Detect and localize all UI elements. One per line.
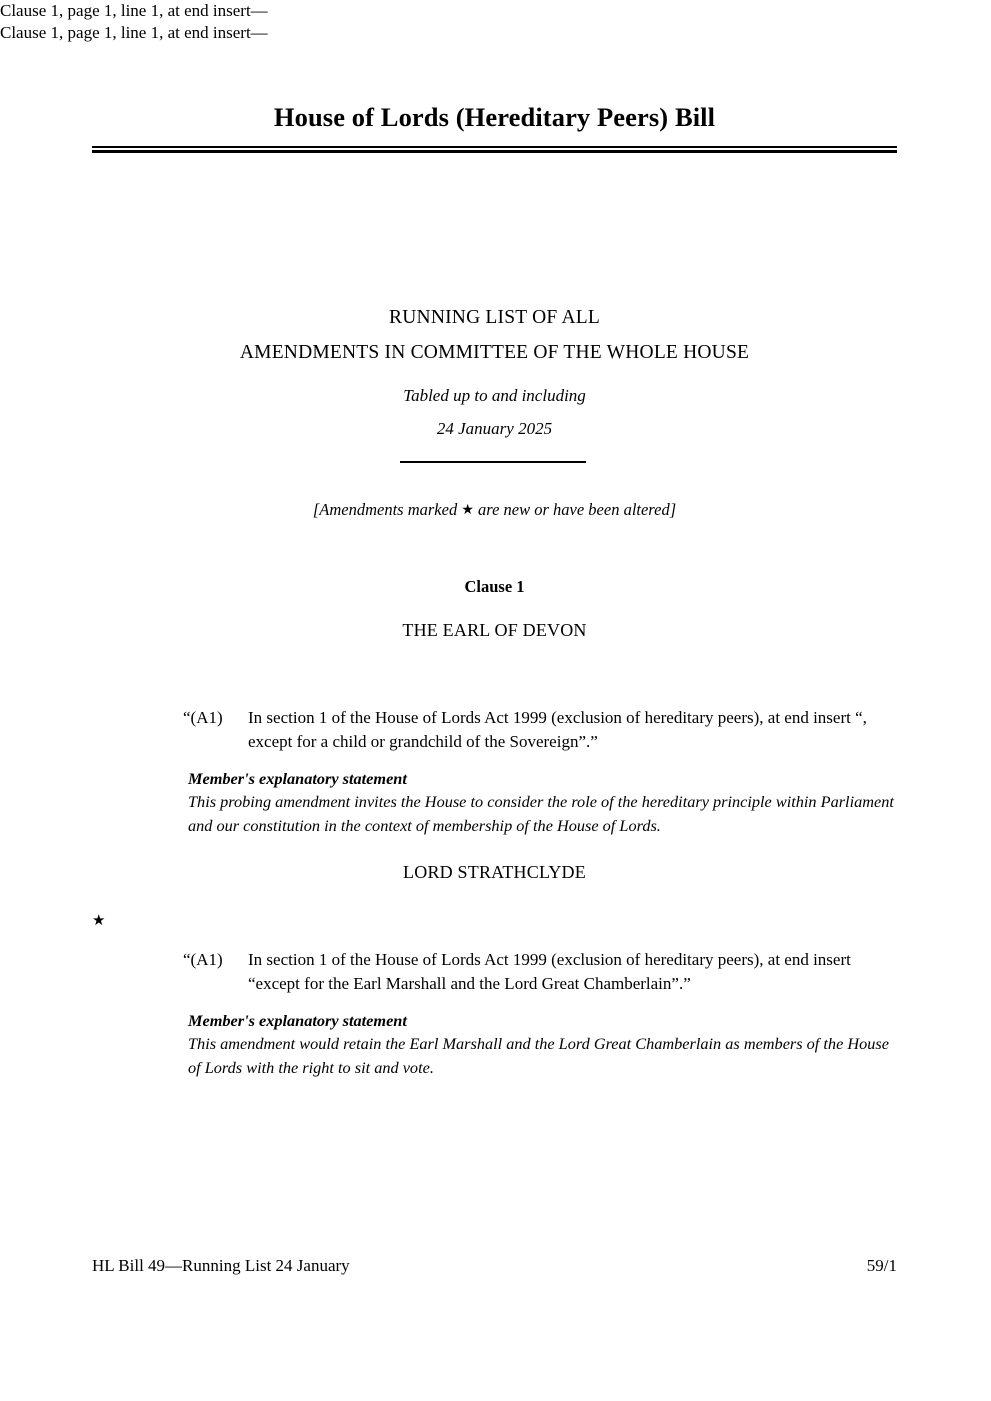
page-footer bbox=[92, 1256, 897, 1276]
explanatory-statement-title: Member's explanatory statement bbox=[188, 1011, 407, 1030]
footer-page-number: 59/1 bbox=[866, 1256, 897, 1275]
member-name-lord-strathclyde: LORD STRATHCLYDE bbox=[403, 862, 586, 882]
section-divider-rule bbox=[400, 461, 586, 463]
explanatory-statement-text: This amendment would retain the Earl Marshall and the Lord Great Chamberlain as members of the House of Lords with the right to sit and vote. bbox=[188, 1034, 889, 1077]
amendment-lead-line: Clause 1, page 1, line 1, at end insert— bbox=[0, 1, 268, 20]
explanatory-statement-title: Member's explanatory statement bbox=[188, 769, 407, 788]
tabled-label: Tabled up to and including bbox=[403, 386, 586, 405]
explanatory-statement bbox=[188, 767, 897, 837]
member-name-earl-of-devon: THE EARL OF DEVON bbox=[402, 620, 587, 640]
running-list-heading-line-1: RUNNING LIST OF ALL bbox=[389, 307, 600, 328]
page-title: House of Lords (Hereditary Peers) Bill bbox=[273, 102, 716, 132]
explanatory-statement-text: This probing amendment invites the House to consider the role of the hereditary principle within Parliament and our constitution in the context of membership of the House of Lords. bbox=[188, 792, 894, 835]
new-amendment-star-icon: ★ bbox=[92, 913, 106, 929]
amendment-text bbox=[183, 706, 897, 754]
amendment-number: “(A1) bbox=[183, 708, 223, 727]
clause-heading: Clause 1 bbox=[464, 577, 525, 596]
tabled-date: 24 January 2025 bbox=[436, 419, 553, 438]
amendments-marked-note bbox=[92, 500, 897, 520]
star-icon: ★ bbox=[461, 503, 474, 518]
amendment-body-text: In section 1 of the House of Lords Act 1999 (exclusion of hereditary peers), at end insert “, except for a child or grandchild of the Sovereign”.” bbox=[248, 708, 867, 752]
amendment-lead-line: Clause 1, page 1, line 1, at end insert— bbox=[0, 23, 268, 43]
running-list-heading-line-2: AMENDMENTS IN COMMITTEE OF THE WHOLE HOUSE bbox=[239, 342, 750, 363]
footer-bill-reference: HL Bill 49—Running List 24 January bbox=[92, 1256, 350, 1275]
amendment-body-text: In section 1 of the House of Lords Act 1999 (exclusion of hereditary peers), at end insert “except for the Earl Marshall and the Lord Great Chamberlain”.” bbox=[248, 950, 851, 994]
marked-note-suffix: are new or have been altered] bbox=[473, 500, 677, 519]
title-double-rule bbox=[92, 146, 897, 155]
amendment-number: “(A1) bbox=[183, 950, 223, 969]
amendment-text bbox=[183, 948, 897, 996]
marked-note-prefix: [Amendments marked bbox=[312, 500, 462, 519]
title-rule-thick bbox=[92, 150, 897, 153]
explanatory-statement bbox=[188, 1009, 897, 1079]
